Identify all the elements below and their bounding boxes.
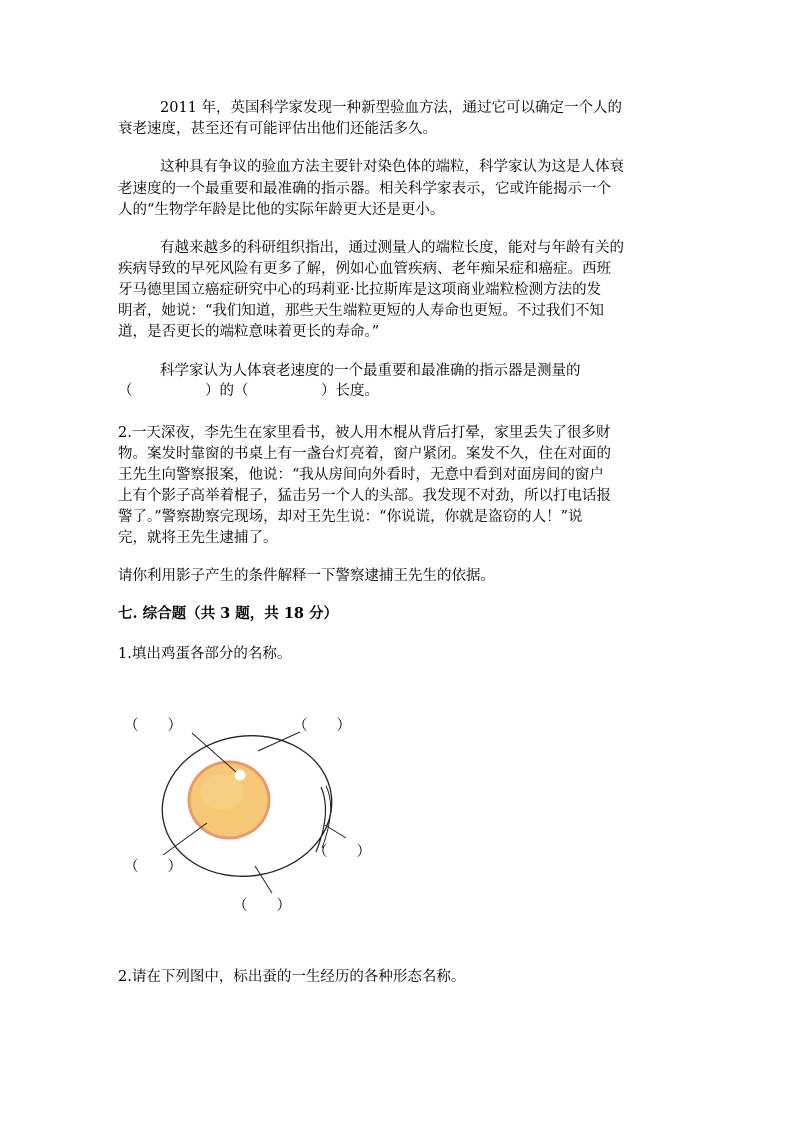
egg-blank-top-right[interactable]: （ ）	[293, 718, 351, 734]
question-2-line: 上有个影子高举着棍子，猛击另一个人的头部。我发现不对劲，所以打电话报	[118, 488, 611, 504]
leader-line	[255, 866, 272, 893]
leader-line	[325, 825, 346, 838]
question-fill-blank: 科学家认为人体衰老速度的一个最重要和最准确的指示器是测量的	[160, 363, 581, 379]
question-7-1: 1.填出鸡蛋各部分的名称。	[118, 646, 292, 662]
passage-line: 道，是否更长的端粒意味着更长的寿命。”	[118, 324, 380, 340]
passage-line: 疾病导致的早死风险有更多了解，例如心血管疾病、老年痴呆症和癌症。西班	[118, 261, 611, 277]
section-heading: 七. 综合题（共 3 题，共 18 分）	[118, 605, 339, 622]
passage-line: 明者，她说：“我们知道，那些天生端粒更短的人寿命也更短。不过我们不知	[118, 303, 604, 319]
passage-line: 衰老速度，甚至还有可能评估出他们还能活多久。	[118, 121, 437, 137]
egg-blank-top-left[interactable]: （ ）	[124, 718, 182, 734]
egg-blank-bottom-left[interactable]: （ ）	[124, 859, 182, 875]
question-2-line: 2.一天深夜，李先生在家里看书，被人用木棍从背后打晕，家里丢失了很多财	[118, 425, 611, 441]
question-2-line: 警了。”警察勘察完现场，却对王先生说：“你说谎，你就是盗窃的人！”说	[118, 509, 583, 525]
passage-line: 人的“生物学年龄是比他的实际年龄更大还是更小。	[118, 202, 445, 218]
egg-blank-right[interactable]: （ ）	[313, 844, 371, 860]
passage-line: 这种具有争议的验血方法主要针对染色体的端粒，科学家认为这是人体衰	[160, 159, 624, 175]
question-2-line: 物。案发时靠窗的书桌上有一盏台灯亮着，窗户紧闭。案发不久，住在对面的	[118, 446, 611, 462]
question-fill-blank: （ ）的（ ）长度。	[118, 383, 379, 399]
question-7-2: 2.请在下列图中，标出蚕的一生经历的各种形态名称。	[118, 969, 466, 985]
passage-line: 有越来越多的科研组织指出，通过测量人的端粒长度，能对与年龄有关的	[160, 240, 624, 256]
question-2-line: 王先生向警察报案，他说：“我从房间向外看时，无意中看到对面房间的窗户	[118, 467, 604, 483]
passage-line: 2011 年，英国科学家发现一种新型验血方法，通过它可以确定一个人的	[160, 100, 623, 116]
passage-line: 牙马德里国立癌症研究中心的玛莉亚·比拉斯库是这项商业端粒检测方法的发	[118, 282, 602, 298]
question-2-prompt: 请你利用影子产生的条件解释一下警察逮捕王先生的依据。	[118, 568, 495, 584]
egg-germinal-disc	[235, 770, 246, 781]
question-2-line: 完，就将王先生逮捕了。	[118, 530, 278, 546]
egg-blank-bottom[interactable]: （ ）	[233, 898, 291, 914]
passage-line: 老速度的一个最重要和最准确的指示器。相关科学家表示，它或许能揭示一个	[118, 181, 611, 197]
